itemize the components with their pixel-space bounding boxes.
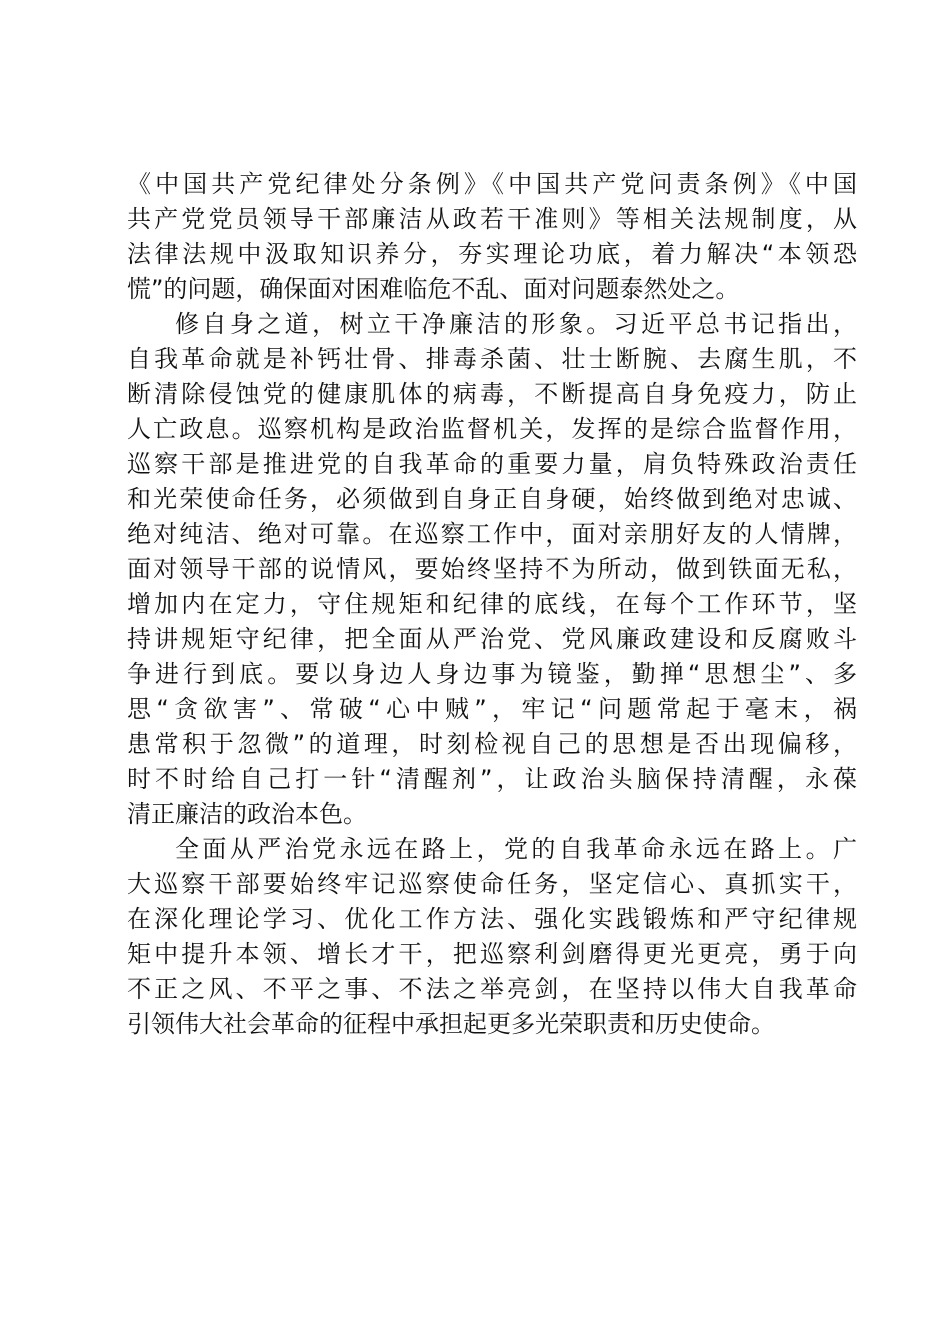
text-line: 和光荣使命任务，必须做到自身正自身硬，始终做到绝对忠诚、 xyxy=(127,485,857,513)
text-line: 不正之风、不平之事、不法之举亮剑，在坚持以伟大自我革命 xyxy=(127,975,857,1003)
text-line: 法律法规中汲取知识养分，夯实理论功底，着力解决“本领恐 xyxy=(127,240,857,268)
text-line: 清正廉洁的政治本色。 xyxy=(127,800,367,828)
text-line: 矩中提升本领、增长才干，把巡察利剑磨得更光更亮，勇于向 xyxy=(127,940,857,968)
paragraph-start-line: 修自身之道，树立干净廉洁的形象。习近平总书记指出， xyxy=(175,310,857,338)
text-line: 引领伟大社会革命的征程中承担起更多光荣职责和历史使命。 xyxy=(127,1010,775,1038)
text-line: 增加内在定力，守住规矩和纪律的底线，在每个工作环节，坚 xyxy=(127,590,857,618)
text-line: 人亡政息。巡察机构是政治监督机关，发挥的是综合监督作用， xyxy=(127,415,857,443)
text-line: 在深化理论学习、优化工作方法、强化实践锻炼和严守纪律规 xyxy=(127,905,857,933)
text-line: 思“贪欲害”、常破“心中贼”，牢记“问题常起于毫末，祸 xyxy=(127,695,857,723)
text-line: 大巡察干部要始终牢记巡察使命任务，坚定信心、真抓实干， xyxy=(127,870,857,898)
text-line: 慌”的问题，确保面对困难临危不乱、面对问题泰然处之。 xyxy=(127,275,740,303)
text-line: 《中国共产党纪律处分条例》《中国共产党问责条例》《中国 xyxy=(127,170,857,198)
text-line: 争进行到底。要以身边人身边事为镜鉴，勤掸“思想尘”、多 xyxy=(127,660,857,688)
text-line: 自我革命就是补钙壮骨、排毒杀菌、壮士断腕、去腐生肌，不 xyxy=(127,345,857,373)
text-line: 面对领导干部的说情风，要始终坚持不为所动，做到铁面无私， xyxy=(127,555,857,583)
text-line: 共产党党员领导干部廉洁从政若干准则》等相关法规制度，从 xyxy=(127,205,857,233)
text-line: 巡察干部是推进党的自我革命的重要力量，肩负特殊政治责任 xyxy=(127,450,857,478)
text-line: 断清除侵蚀党的健康肌体的病毒，不断提高自身免疫力，防止 xyxy=(127,380,857,408)
body-text xyxy=(127,167,857,1042)
text-line: 患常积于忽微”的道理，时刻检视自己的思想是否出现偏移， xyxy=(127,730,857,758)
text-line: 时不时给自己打一针“清醒剂”，让政治头脑保持清醒，永葆 xyxy=(127,765,857,793)
text-line: 绝对纯洁、绝对可靠。在巡察工作中，面对亲朋好友的人情牌， xyxy=(127,520,857,548)
text-line: 持讲规矩守纪律，把全面从严治党、党风廉政建设和反腐败斗 xyxy=(127,625,857,653)
paragraph-start-line: 全面从严治党永远在路上，党的自我革命永远在路上。广 xyxy=(175,835,857,863)
